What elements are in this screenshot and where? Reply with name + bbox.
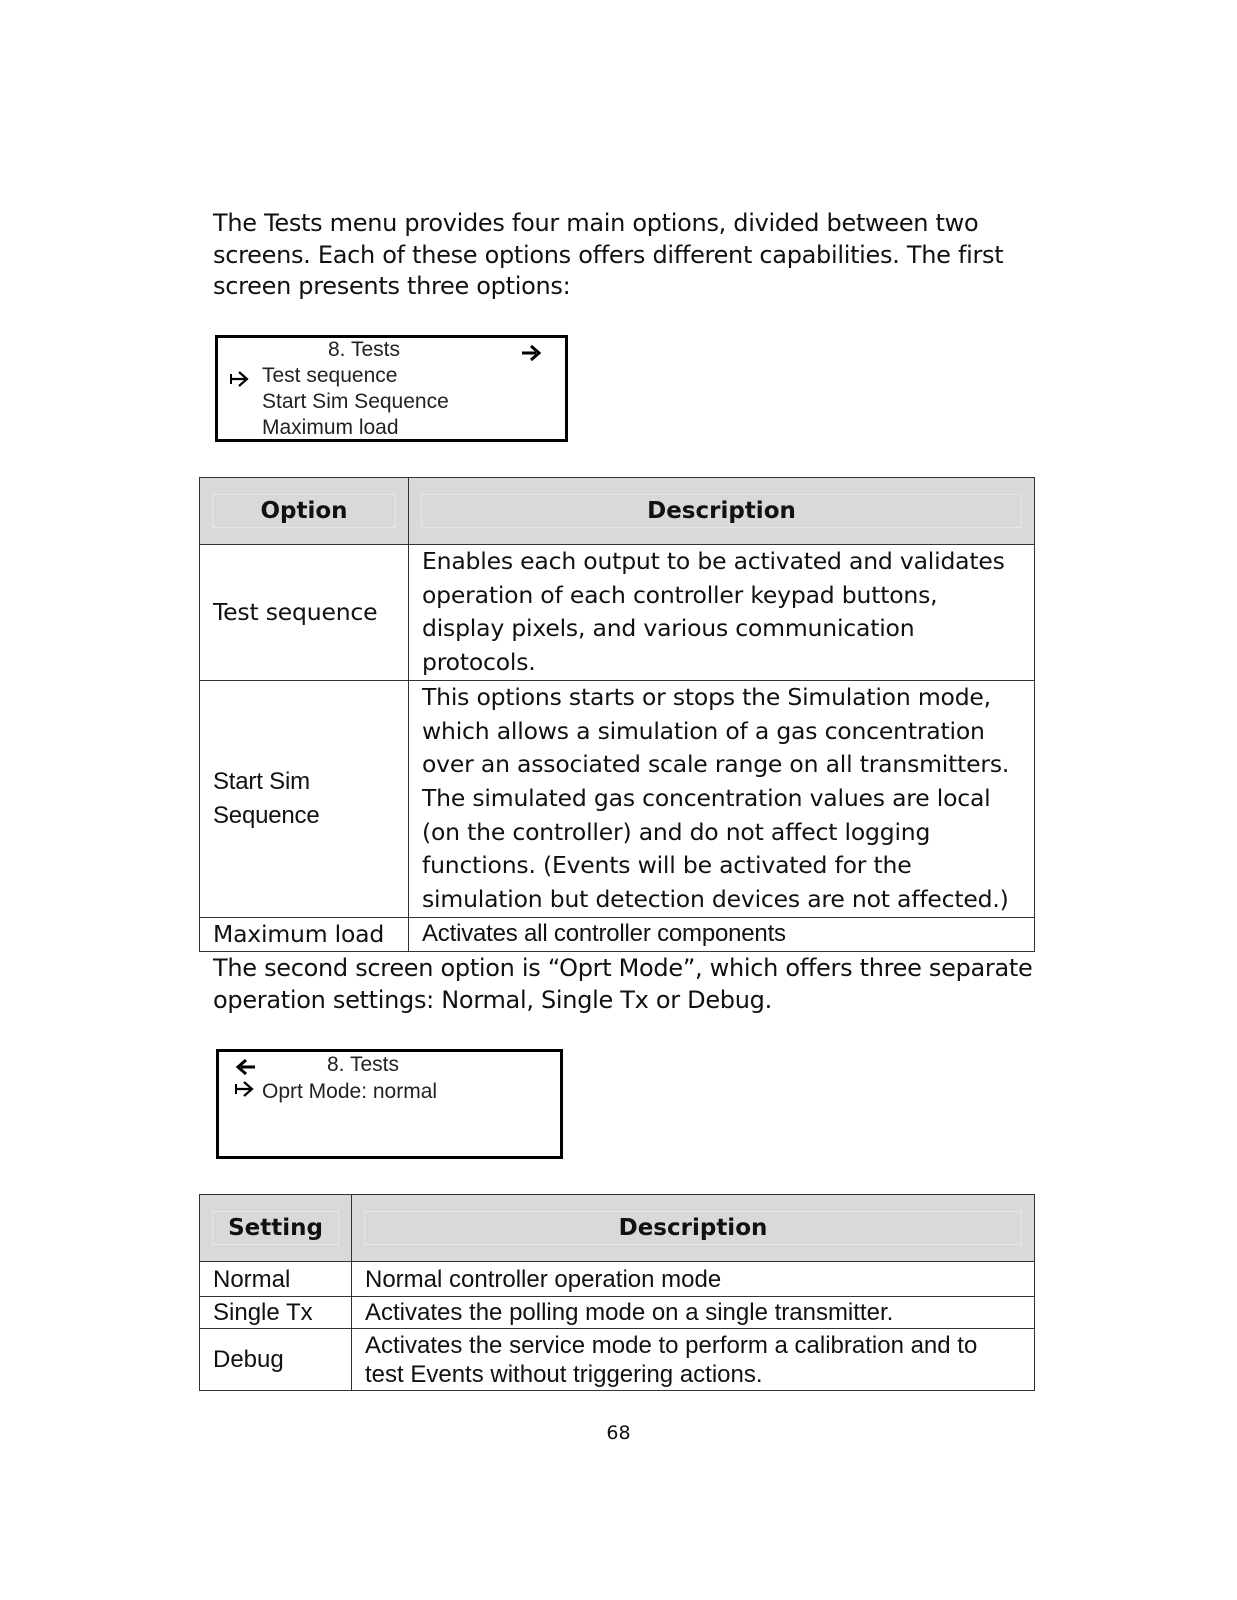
- right-arrow-icon: [521, 344, 543, 362]
- setting-cell: Single Tx: [200, 1297, 352, 1329]
- page-number: 68: [606, 1422, 631, 1444]
- left-arrow-icon: [234, 1058, 256, 1076]
- tests-screen-1: [215, 335, 568, 442]
- table-row: [200, 1329, 1035, 1391]
- screen-title: 8. Tests: [327, 1053, 399, 1076]
- screen-title: 8. Tests: [328, 338, 400, 361]
- column-header: Description: [352, 1195, 1035, 1262]
- setting-cell: Debug: [200, 1329, 352, 1391]
- screen-item: Start Sim Sequence: [262, 390, 449, 413]
- table-row: [200, 1297, 1035, 1329]
- setting-cell: Normal: [200, 1262, 352, 1297]
- settings-table: [199, 1194, 1035, 1391]
- description-cell: Activates the service mode to perform a calibration and to test Events without triggering actions.: [352, 1329, 1035, 1391]
- option-cell: Maximum load: [200, 917, 409, 951]
- column-header: Setting: [200, 1195, 352, 1262]
- description-cell: Normal controller operation mode: [352, 1262, 1035, 1297]
- table-row: [200, 545, 1035, 681]
- description-cell: Activates all controller components: [409, 917, 1035, 951]
- table-row: [200, 917, 1035, 951]
- intro-paragraph: The Tests menu provides four main options, divided between two screens. Each of these options offers different capabilities. The first screen presents three options:: [213, 209, 1004, 300]
- screen-item: Oprt Mode: normal: [262, 1080, 438, 1103]
- option-cell: Test sequence: [200, 545, 409, 681]
- column-header: Option: [200, 478, 409, 545]
- screen-item: Maximum load: [262, 416, 399, 439]
- options-table: [199, 477, 1035, 952]
- selector-arrow-icon: [228, 369, 250, 389]
- selector-arrow-icon: [233, 1079, 255, 1099]
- table-row: [200, 680, 1035, 917]
- description-cell: Enables each output to be activated and validates operation of each controller keypad buttons, display pixels, and various communication protocols.: [409, 545, 1035, 681]
- second-paragraph: The second screen option is “Oprt Mode”, which offers three separate operation settings: Normal, Single Tx or Debug.: [213, 954, 1033, 1014]
- tests-screen-2: [216, 1049, 563, 1159]
- column-header: Description: [409, 478, 1035, 545]
- description-cell: This options starts or stops the Simulation mode, which allows a simulation of a gas concentration over an associated scale range on all transmitters. The simulated gas concentration values are local (on the controller) and do not affect logging functions. (Events will be activated for the simulation but detection devices are not affected.): [409, 680, 1035, 917]
- description-cell: Activates the polling mode on a single transmitter.: [352, 1297, 1035, 1329]
- table-row: [200, 1262, 1035, 1297]
- screen-item: Test sequence: [262, 364, 398, 387]
- option-cell: Start Sim Sequence: [200, 680, 409, 917]
